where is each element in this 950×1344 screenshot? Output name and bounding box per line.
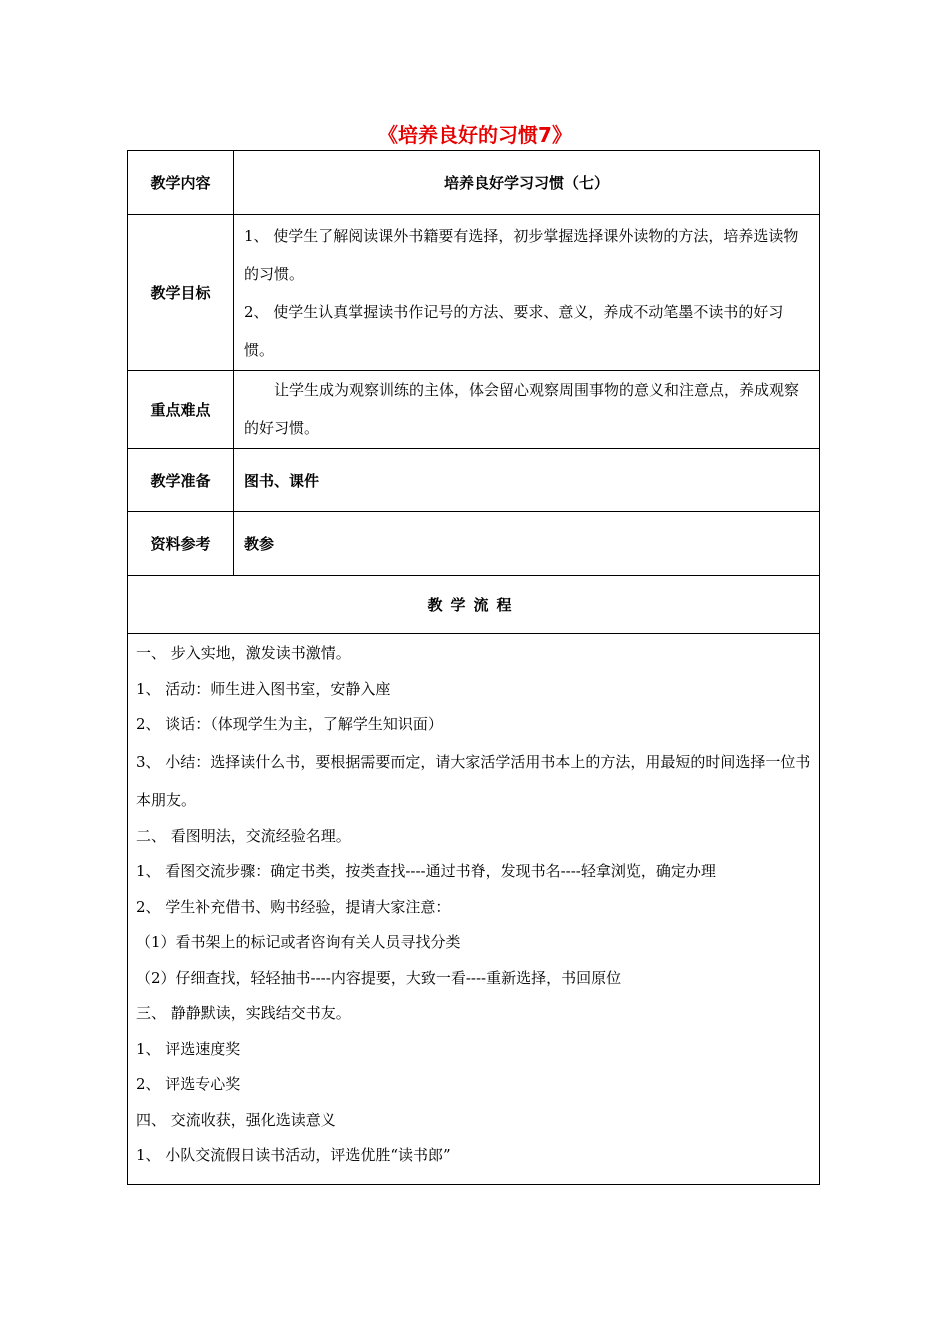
flow-line: 三、 静静默读，实践结交书友。 bbox=[136, 1004, 351, 1022]
value-ref: 教参 bbox=[234, 512, 820, 576]
flow-line: （2）仔细查找，轻轻抽书----内容提要，大致一看----重新选择，书回原位 bbox=[136, 968, 622, 987]
document-title: 《培养良好的习惯7》 bbox=[378, 123, 572, 147]
flow-line: 1、 小队交流假日读书活动，评选优胜“读书郎” bbox=[136, 1146, 451, 1164]
label-ref: 资料参考 bbox=[128, 512, 234, 576]
flow-line: （1）看书架上的标记或者咨询有关人员寻找分类 bbox=[136, 933, 461, 951]
value-focus bbox=[234, 371, 820, 449]
value-prep: 图书、课件 bbox=[234, 449, 820, 512]
row-focus bbox=[128, 371, 820, 449]
flow-line: 二、 看图明法，交流经验名理。 bbox=[136, 826, 351, 845]
flow-heading: 教学流程 bbox=[128, 576, 820, 634]
flow-line: 1、 活动：师生进入图书室，安静入座 bbox=[136, 679, 391, 698]
label-prep: 教学准备 bbox=[128, 449, 234, 512]
row-ref bbox=[128, 512, 820, 576]
flow-line: 一、 步入实地，激发读书激情。 bbox=[136, 644, 351, 662]
row-flow-heading bbox=[128, 576, 820, 634]
flow-line: 1、 评选速度奖 bbox=[136, 1039, 241, 1058]
lesson-plan-table bbox=[127, 150, 820, 1185]
flow-line: 2、 学生补充借书、购书经验，提请大家注意： bbox=[136, 897, 451, 916]
goal-item: 1、 使学生了解阅读课外书籍要有选择，初步掌握选择课外读物的方法，培养选读物的习惯。 bbox=[244, 227, 799, 283]
row-prep bbox=[128, 449, 820, 512]
focus-text: 让学生成为观察训练的主体，体会留心观察周围事物的意义和注意点，养成观察的好习惯。 bbox=[244, 381, 800, 437]
row-goals bbox=[128, 215, 820, 371]
flow-line: 3、 小结：选择读什么书，要根据需要而定，请大家活学活用书本上的方法，用最短的时间选择一位书本朋友。 bbox=[136, 752, 811, 809]
flow-line: 2、 谈话：（体现学生为主，了解学生知识面） bbox=[136, 715, 443, 733]
row-flow bbox=[128, 634, 820, 1185]
flow-body bbox=[128, 634, 820, 1185]
flow-line: 1、 看图交流步骤：确定书类，按类查找----通过书脊，发现书名----轻拿浏览，确定办理 bbox=[136, 862, 716, 880]
label-goals: 教学目标 bbox=[128, 215, 234, 371]
flow-line: 2、 评选专心奖 bbox=[136, 1075, 241, 1093]
value-content: 培养良好学习习惯（七） bbox=[234, 151, 820, 215]
goal-item: 2、 使学生认真掌握读书作记号的方法、要求、意义，养成不动笔墨不读书的好习惯。 bbox=[244, 303, 784, 359]
value-goals bbox=[234, 215, 820, 371]
row-content bbox=[128, 151, 820, 215]
label-focus: 重点难点 bbox=[128, 371, 234, 449]
label-content: 教学内容 bbox=[128, 151, 234, 215]
flow-line: 四、 交流收获，强化选读意义 bbox=[136, 1110, 336, 1129]
